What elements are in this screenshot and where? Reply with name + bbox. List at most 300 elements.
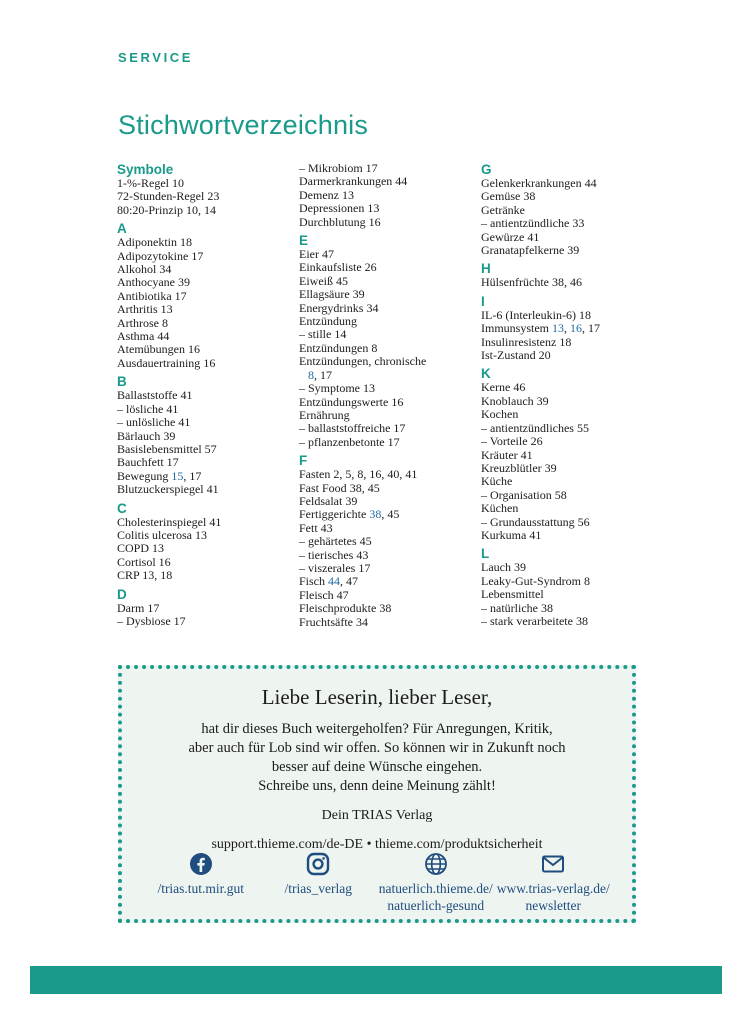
index-entry (481, 336, 661, 349)
page-reference[interactable]: 56 (577, 514, 590, 529)
page-reference[interactable]: 17 (588, 321, 600, 336)
page-reference[interactable]: 13 (160, 302, 173, 317)
index-term: Einkaufsliste (299, 260, 362, 275)
index-entry (481, 516, 661, 529)
index-term: Adipozytokine (117, 248, 189, 263)
page-reference[interactable]: 8 (371, 340, 378, 355)
index-term: – tierisches (299, 547, 354, 562)
index-term: Atemübungen (117, 342, 185, 357)
facebook-icon (189, 852, 213, 876)
index-term: Adiponektin (117, 235, 177, 250)
index-entry (299, 302, 479, 315)
page-reference[interactable]: 45 (367, 480, 380, 495)
index-entry (481, 408, 661, 421)
page-reference[interactable]: 16 (391, 394, 404, 409)
index-entry (481, 561, 661, 574)
facebook-link[interactable] (142, 852, 260, 914)
index-term: Cholesterinspiegel (117, 514, 207, 529)
index-letter-heading: Symbole (117, 162, 174, 177)
index-entry (299, 549, 479, 562)
page-reference[interactable]: 39 (352, 287, 365, 302)
index-entry (299, 616, 479, 629)
index-entry (117, 529, 297, 542)
page-reference[interactable]: 18 (559, 334, 572, 349)
index-entry: Bewegung 15, 17 (117, 468, 202, 483)
page-reference[interactable]: 40 (387, 467, 400, 482)
page-reference[interactable]: 41 (178, 415, 191, 430)
index-term: – unlösliche (117, 415, 176, 430)
page-reference[interactable]: 16 (188, 342, 200, 357)
page-reference[interactable]: 17 (387, 434, 400, 449)
page-reference[interactable]: 38 (349, 480, 362, 495)
index-entry (117, 190, 297, 203)
page-reference[interactable]: 46 (513, 380, 526, 395)
social-label: /trias.tut.mir.gut (157, 881, 245, 896)
page-reference[interactable]: 2 (333, 467, 340, 482)
index-term: Bauchfett (117, 455, 164, 470)
index-entry (299, 602, 479, 615)
index-term: Anthocyane (117, 275, 175, 290)
index-entry (117, 303, 297, 316)
index-entry (117, 263, 297, 276)
index-entry (299, 355, 479, 368)
index-term: – pflanzenbetonte (299, 434, 385, 449)
social-label: www.trias-verlag.de/ (496, 881, 610, 896)
page-reference[interactable]: 38 (369, 507, 382, 522)
page-reference[interactable]: 45 (359, 534, 372, 549)
instagram-icon (306, 852, 330, 876)
index-entry (117, 290, 297, 303)
index-entry (117, 456, 297, 469)
page-reference[interactable]: 39 (177, 275, 190, 290)
page-reference[interactable]: 43 (356, 547, 369, 562)
page-reference[interactable]: 45 (336, 273, 348, 288)
index-term: Darm (117, 600, 145, 615)
page-reference[interactable]: 13 (363, 381, 376, 396)
newsletter-link[interactable] (495, 852, 613, 914)
page-reference[interactable]: 38 (551, 275, 564, 290)
page-reference[interactable]: 16 (369, 467, 382, 482)
index-entry (481, 422, 661, 435)
index-entry (299, 522, 479, 535)
index-entry (481, 177, 661, 190)
index-entry (299, 382, 479, 395)
page-reference[interactable]: 39 (163, 428, 176, 443)
index-entry (117, 389, 297, 402)
index-term: – antientzündliche (481, 216, 570, 231)
index-term: Energydrinks (299, 300, 364, 315)
page-reference[interactable]: 26 (364, 260, 377, 275)
social-label: /trias_verlag (284, 881, 352, 896)
index-entry (117, 177, 297, 190)
index-term: Fruchtsäfte (299, 614, 353, 629)
index-term: – antientzündliches (481, 420, 574, 435)
index-entry (117, 330, 297, 343)
index-term: – stille (299, 327, 332, 342)
page-reference[interactable]: 38 (379, 601, 392, 616)
index-term: Ernährung (299, 407, 350, 422)
index-term: Fett (299, 520, 318, 535)
index-term: Kerne (481, 380, 511, 395)
page-reference[interactable]: 34 (366, 300, 379, 315)
index-term: – gehärtetes (299, 534, 357, 549)
page-reference[interactable]: 58 (554, 487, 567, 502)
index-entry (117, 516, 297, 529)
page-reference[interactable]: 44 (395, 174, 408, 189)
index-term: – Organisation (481, 487, 552, 502)
index-entry (117, 615, 297, 628)
page-reference[interactable]: 26 (530, 434, 543, 449)
index-term: Depressionen (299, 201, 365, 216)
index-entry (117, 343, 297, 356)
index-entry (481, 231, 661, 244)
index-entry (481, 588, 661, 601)
page-reference[interactable]: 39 (544, 460, 557, 475)
feedback-box (118, 665, 636, 923)
instagram-link[interactable] (260, 852, 378, 914)
index-term: 72-Stunden-Regel (117, 189, 205, 204)
index-letter-heading: L (481, 546, 490, 562)
index-term: Durchblutung (299, 214, 366, 229)
support-links[interactable]: support.thieme.com/de-DE • thieme.com/produktsicherheit (211, 837, 543, 852)
index-term: Entzündungen, chronische (299, 354, 427, 369)
page-reference[interactable]: 8 (583, 573, 590, 588)
index-term: – lösliche (117, 401, 164, 416)
index-term: Bärlauch (117, 428, 161, 443)
index-column-2 (299, 162, 479, 629)
index-term: Fasten (299, 467, 331, 482)
page-reference[interactable]: 17 (191, 248, 204, 263)
index-entry (299, 248, 479, 261)
index-term: Feldsalat (299, 493, 343, 508)
page-reference[interactable]: 10 (186, 202, 198, 217)
page-reference[interactable]: 13 (341, 187, 354, 202)
index-term: Fast Food (299, 480, 347, 495)
index-term: – natürliche (481, 600, 538, 615)
index-entry (117, 483, 297, 496)
page-reference[interactable]: 39 (536, 393, 549, 408)
page-reference[interactable]: 16 (368, 214, 381, 229)
page-reference[interactable]: 17 (173, 613, 186, 628)
index-entry (299, 409, 479, 422)
index-term: Blutzuckerspiegel (117, 482, 204, 497)
index-entry: CRP 13, 18 (117, 568, 173, 583)
index-term: Alkohol (117, 262, 157, 277)
index-term: – viszerales (299, 560, 356, 575)
index-term: Fertiggerichte (299, 507, 367, 522)
index-entry (117, 556, 297, 569)
index-term: – stark verarbeitete (481, 613, 573, 628)
index-letter-heading: E (299, 233, 309, 249)
index-term: Ausdauertraining (117, 355, 201, 370)
index-entry: 80:20-Prinzip 10, 14 (117, 202, 216, 217)
index-entry: Immunsystem 13, 16, 17 (481, 321, 600, 336)
page-reference[interactable]: 46 (569, 275, 582, 290)
index-entry (117, 276, 297, 289)
page-reference[interactable]: 39 (567, 243, 580, 258)
index-term: Arthrose (117, 315, 159, 330)
index-term: Basislebensmittel (117, 441, 202, 456)
social-links (122, 852, 632, 914)
page-reference[interactable]: 14 (204, 202, 216, 217)
page-reference[interactable]: 23 (207, 189, 220, 204)
index-entry (299, 562, 479, 575)
index-entry (481, 435, 661, 448)
page-reference[interactable]: 8 (162, 315, 168, 330)
index-letter-heading: I (481, 293, 485, 309)
index-entry (481, 529, 661, 542)
index-entry (117, 250, 297, 263)
index-entry (299, 436, 479, 449)
index-entry (299, 261, 479, 274)
publisher-signature: Dein TRIAS Verlag (321, 808, 433, 823)
index-entry: Fast Food 38, 45 (299, 480, 380, 495)
feedback-line: besser auf deine Wünsche eingehen. (271, 759, 483, 775)
index-term: CRP (117, 568, 140, 583)
section-label: SERVICE (118, 50, 194, 65)
page-reference[interactable]: 13 (195, 527, 207, 542)
index-entry (299, 535, 479, 548)
index-entry (299, 495, 479, 508)
index-entry: Fisch 44, 47 (299, 574, 359, 589)
page-reference[interactable]: 41 (206, 482, 219, 497)
index-letter-heading: G (481, 162, 492, 177)
index-term: Colitis ulcerosa (117, 527, 192, 542)
index-column-1 (117, 162, 297, 628)
index-term: Ballaststoffe (117, 388, 178, 403)
index-entry (299, 589, 479, 602)
page-reference[interactable]: 16 (158, 554, 171, 569)
index-entry (481, 349, 661, 362)
page-reference[interactable]: 8 (357, 467, 364, 482)
page-title: Stichwortverzeichnis (118, 110, 369, 140)
page-reference[interactable]: 44 (157, 329, 170, 344)
page-reference[interactable]: 10 (171, 176, 184, 190)
page-reference[interactable]: 33 (572, 216, 585, 231)
index-entry: Fasten 2, 5, 8, 16, 40, 41 (299, 467, 418, 482)
page-reference[interactable]: 39 (345, 493, 358, 508)
index-entry (481, 462, 661, 475)
index-term: Leaky-Gut-Syndrom (481, 573, 581, 588)
index-term: Fisch (299, 574, 326, 589)
page-reference[interactable]: 41 (180, 388, 193, 403)
page-reference[interactable]: 16 (203, 355, 216, 370)
index-entry (481, 449, 661, 462)
page-reference[interactable]: 34 (355, 614, 368, 629)
index-entry (481, 381, 661, 394)
index-term: Asthma (117, 329, 155, 344)
feedback-line: aber auch für Lob sind wir offen. So können wir in Zukunft noch (188, 740, 566, 756)
index-term: Eier (299, 247, 319, 262)
page-reference[interactable]: 17 (393, 421, 406, 436)
index-term: Küchen (481, 501, 519, 516)
index-entry (299, 189, 479, 202)
index-entry (299, 315, 479, 328)
index-letter-heading: F (299, 453, 308, 469)
page-reference[interactable]: 14 (334, 327, 347, 342)
index-entry (299, 175, 479, 188)
feedback-line: hat dir dieses Buch weitergeholfen? Für Anregungen, Kritik, (201, 721, 553, 737)
page-reference[interactable]: 17 (166, 455, 179, 470)
index-term: Antibiotika (117, 288, 172, 303)
page-reference[interactable]: 18 (160, 568, 173, 583)
index-term: Insulinresistenz (481, 334, 557, 349)
index-term: Kreuzblütler (481, 460, 542, 475)
index-term: Lebensmittel (481, 587, 544, 602)
index-entry (481, 575, 661, 588)
index-term: IL-6 (Interleukin-6) (481, 307, 576, 322)
index-entry: Fertiggerichte 38, 45 (299, 507, 400, 522)
index-letter-heading: A (117, 221, 127, 237)
index-term: Granatapfelkerne (481, 243, 565, 258)
index-letter-heading: K (481, 366, 491, 382)
page-reference[interactable]: 17 (320, 367, 332, 382)
page-reference[interactable]: 20 (538, 348, 551, 363)
page-reference[interactable]: 55 (576, 420, 589, 435)
index-entry (481, 502, 661, 515)
index-entry (117, 416, 297, 429)
index-entry (481, 615, 661, 628)
index-term: Darmerkrankungen (299, 174, 393, 189)
mail-icon (541, 852, 565, 876)
index-term: Kochen (481, 407, 519, 422)
index-term: Knoblauch (481, 393, 534, 408)
index-term: Entzündungswerte (299, 394, 389, 409)
page-reference[interactable]: 17 (358, 560, 371, 575)
page-reference[interactable]: 8 (308, 367, 314, 382)
index-entry (481, 489, 661, 502)
index-term: Kräuter (481, 447, 518, 462)
page-reference[interactable]: 45 (387, 507, 400, 522)
index-entry: 8, 17 (308, 367, 332, 382)
page-reference[interactable]: 41 (520, 447, 533, 462)
index-term: – ballaststoffreiche (299, 421, 391, 436)
page-reference[interactable]: 41 (527, 229, 540, 244)
index-term: Lauch (481, 560, 511, 575)
index-term: Entzündung (299, 314, 357, 329)
index-letter-heading: C (117, 500, 127, 516)
index-entry (299, 288, 479, 301)
page-reference[interactable]: 18 (578, 307, 591, 322)
index-letter-heading: H (481, 261, 491, 277)
index-entry (481, 190, 661, 203)
index-term: COPD (117, 541, 150, 556)
index-term: Arthritis (117, 302, 158, 317)
page-reference[interactable]: 34 (159, 262, 172, 277)
page-reference[interactable]: 17 (189, 468, 202, 483)
index-letter-heading: D (117, 586, 127, 602)
page-reference[interactable]: 39 (513, 560, 526, 575)
page-reference[interactable]: 16 (570, 321, 582, 336)
index-term: – Symptome (299, 381, 361, 396)
page-reference[interactable]: 44 (328, 574, 341, 589)
index-entry (299, 202, 479, 215)
index-entry (481, 475, 661, 488)
footer-band (30, 966, 722, 994)
page-reference[interactable]: 15 (171, 468, 184, 483)
globe-icon (424, 852, 448, 876)
page-reference[interactable]: 13 (152, 541, 165, 556)
page-reference[interactable]: 13 (142, 568, 155, 583)
index-term: 1-%-Regel (117, 176, 169, 190)
index-term: – Grundausstattung (481, 514, 575, 529)
index-entry (117, 430, 297, 443)
index-letter-heading: B (117, 374, 127, 390)
page-reference[interactable]: 38 (540, 600, 553, 615)
index-entry (481, 602, 661, 615)
index-term: Fleisch (299, 587, 334, 602)
index-term: Hülsenfrüchte (481, 275, 549, 290)
index-term: – Mikrobiom (299, 161, 363, 175)
page-reference[interactable]: 44 (584, 176, 597, 190)
index-entry (299, 422, 479, 435)
index-term: Küche (481, 474, 513, 489)
index-entry (481, 204, 661, 217)
index-term: Entzündungen (299, 340, 369, 355)
index-entry (299, 396, 479, 409)
index-term: Kurkuma (481, 527, 527, 542)
index-entry (117, 602, 297, 615)
index-entry (117, 403, 297, 416)
page-reference[interactable]: 47 (336, 587, 349, 602)
index-entry (299, 342, 479, 355)
page-reference[interactable]: 17 (147, 600, 160, 615)
page-reference[interactable]: 17 (365, 161, 378, 175)
feedback-heading: Liebe Leserin, lieber Leser, (261, 685, 493, 709)
index-term: Gewürze (481, 229, 525, 244)
index-term: Gelenkerkrankungen (481, 176, 582, 190)
page-reference[interactable]: 5 (345, 467, 352, 482)
page-reference[interactable]: 47 (322, 247, 334, 262)
page-reference[interactable]: 38 (575, 613, 588, 628)
index-entry (117, 542, 297, 555)
index-entry (481, 217, 661, 230)
page-reference[interactable]: 41 (405, 467, 418, 482)
page-reference[interactable]: 41 (529, 527, 542, 542)
feedback-text (122, 720, 632, 796)
index-entry (117, 357, 297, 370)
index-term: Demenz (299, 187, 339, 202)
index-entry (481, 395, 661, 408)
index-term: Getränke (481, 202, 525, 217)
index-term: Immunsystem (481, 321, 549, 336)
website-link[interactable] (377, 852, 495, 914)
page-reference[interactable]: 13 (367, 201, 380, 216)
social-label: newsletter (525, 898, 581, 913)
index-entry (117, 236, 297, 249)
index-entry (299, 275, 479, 288)
page-reference[interactable]: 38 (523, 189, 536, 204)
index-term: Eiweiß (299, 273, 333, 288)
index-term: 80:20-Prinzip (117, 202, 183, 217)
index-term: Ellagsäure (299, 287, 350, 302)
page-reference[interactable]: 43 (320, 520, 333, 535)
social-label: natuerlich-gesund (387, 898, 485, 913)
index-entry: Hülsenfrüchte 38, 46 (481, 275, 582, 290)
social-label: natuerlich.thieme.de/ (378, 881, 493, 896)
index-term: Fleischprodukte (299, 601, 377, 616)
index-term: Cortisol (117, 554, 156, 569)
page-reference[interactable]: 41 (166, 401, 179, 416)
page-reference[interactable]: 57 (204, 441, 217, 456)
index-term: Bewegung (117, 468, 169, 483)
page-reference[interactable]: 41 (209, 514, 222, 529)
page-reference[interactable]: 47 (346, 574, 359, 589)
page-reference[interactable]: 17 (174, 288, 187, 303)
page-reference[interactable]: 18 (180, 235, 192, 250)
page-reference[interactable]: 13 (552, 321, 564, 336)
index-term: – Dysbiose (117, 613, 171, 628)
